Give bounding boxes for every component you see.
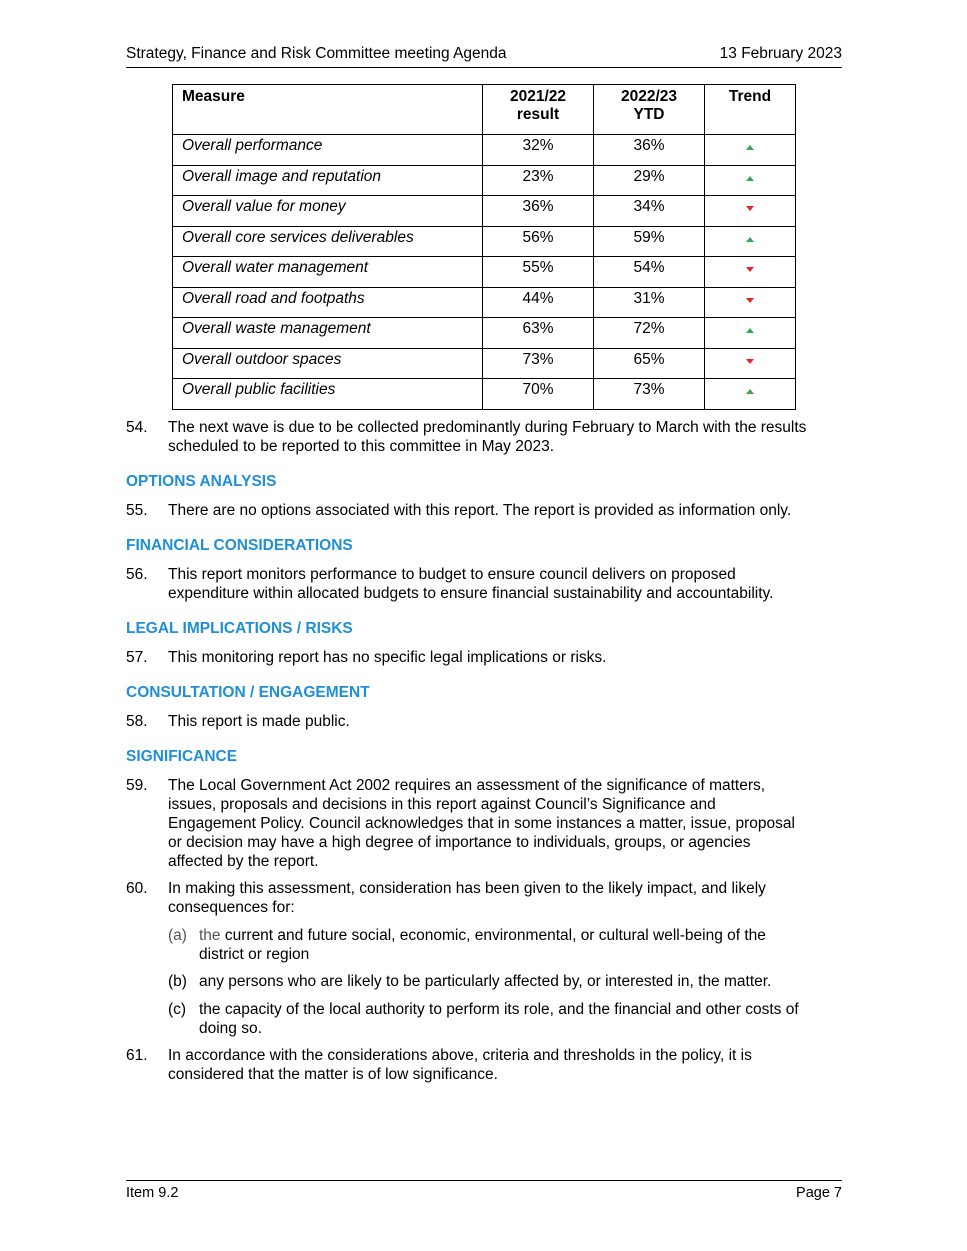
cell-trend xyxy=(705,287,796,318)
text-lead: the xyxy=(199,927,221,944)
cell-measure: Overall image and reputation xyxy=(173,165,483,196)
cell-trend xyxy=(705,348,796,379)
cell-curr-ytd: 73% xyxy=(594,379,705,410)
cell-prev-result: 44% xyxy=(483,287,594,318)
heading-options-analysis: OPTIONS ANALYSIS xyxy=(126,473,277,490)
paragraph-number: 55. xyxy=(126,502,148,519)
cell-prev-result: 36% xyxy=(483,196,594,227)
paragraph-number: 57. xyxy=(126,649,148,666)
cell-curr-ytd: 36% xyxy=(594,135,705,166)
heading-consultation: CONSULTATION / ENGAGEMENT xyxy=(126,684,370,701)
table-row xyxy=(173,318,796,349)
table-row xyxy=(173,165,796,196)
trend-down-icon xyxy=(746,298,754,303)
cell-curr-ytd: 54% xyxy=(594,257,705,288)
cell-prev-result: 55% xyxy=(483,257,594,288)
paragraph-number: 56. xyxy=(126,566,148,583)
paragraph-57 xyxy=(126,648,842,667)
cell-measure: Overall waste management xyxy=(173,318,483,349)
text-line: Engagement Policy. Council acknowledges that in some instances a matter, issue, proposal xyxy=(168,815,795,832)
text-line: In making this assessment, consideration has been given to the likely impact, and likely xyxy=(168,880,766,897)
text-line: This report monitors performance to budget to ensure council delivers on proposed xyxy=(168,566,736,583)
paragraph-60 xyxy=(126,879,842,917)
footer-item: Item 9.2 xyxy=(126,1185,179,1201)
text-line: the capacity of the local authority to perform its role, and the financial and other costs of xyxy=(199,1001,799,1018)
col-header-curr xyxy=(594,85,705,135)
paragraph-54 xyxy=(126,418,842,456)
table-row xyxy=(173,135,796,166)
cell-measure: Overall road and footpaths xyxy=(173,287,483,318)
text-line: issues, proposals and decisions in this report against Council’s Significance and xyxy=(168,796,716,813)
text-line: consequences for: xyxy=(168,899,295,916)
paragraph-number: 60. xyxy=(126,880,148,897)
text-line: doing so. xyxy=(199,1020,262,1037)
cell-trend xyxy=(705,135,796,166)
cell-prev-result: 32% xyxy=(483,135,594,166)
cell-trend xyxy=(705,318,796,349)
text-line: any persons who are likely to be particularly affected by, or interested in, the matter. xyxy=(199,973,772,990)
cell-measure: Overall core services deliverables xyxy=(173,226,483,257)
heading-significance: SIGNIFICANCE xyxy=(126,748,238,765)
subitem-60a xyxy=(168,926,842,964)
paragraph-55 xyxy=(126,501,842,520)
trend-up-icon xyxy=(746,145,754,150)
trend-up-icon xyxy=(746,176,754,181)
text-line: The Local Government Act 2002 requires an assessment of the significance of matters, xyxy=(168,777,766,794)
cell-measure: Overall outdoor spaces xyxy=(173,348,483,379)
paragraph-number: 58. xyxy=(126,713,148,730)
cell-trend xyxy=(705,226,796,257)
measures-table xyxy=(172,84,796,410)
heading-financial-considerations: FINANCIAL CONSIDERATIONS xyxy=(126,537,353,554)
paragraph-58 xyxy=(126,712,842,731)
text-line: scheduled to be reported to this committee in May 2023. xyxy=(168,438,554,455)
col-header-prev-line1: 2021/22 xyxy=(509,88,567,105)
subitem-60b xyxy=(168,972,842,991)
text-line: considered that the matter is of low significance. xyxy=(168,1066,498,1083)
cell-measure: Overall value for money xyxy=(173,196,483,227)
header-title: Strategy, Finance and Risk Committee meeting Agenda xyxy=(126,45,507,62)
subitem-60c xyxy=(168,1000,842,1038)
table-header-row xyxy=(173,85,796,135)
paragraph-number: 54. xyxy=(126,419,148,436)
table-row xyxy=(173,379,796,410)
header-date: 13 February 2023 xyxy=(719,45,842,62)
subitem-label: (c) xyxy=(168,1001,187,1018)
subitem-label: (a) xyxy=(168,927,187,944)
cell-curr-ytd: 59% xyxy=(594,226,705,257)
text-line: or decision may have a high degree of importance to individuals, groups, or agencies xyxy=(168,834,751,851)
table-row xyxy=(173,257,796,288)
trend-down-icon xyxy=(746,267,754,272)
cell-measure: Overall performance xyxy=(173,135,483,166)
cell-prev-result: 70% xyxy=(483,379,594,410)
cell-measure: Overall public facilities xyxy=(173,379,483,410)
cell-prev-result: 56% xyxy=(483,226,594,257)
col-header-curr-line2: YTD xyxy=(633,106,665,123)
table-row xyxy=(173,196,796,227)
col-header-measure: Measure xyxy=(173,85,483,135)
text-line: This report is made public. xyxy=(168,713,350,730)
col-header-prev-line2: result xyxy=(516,106,560,123)
trend-up-icon xyxy=(746,389,754,394)
cell-curr-ytd: 72% xyxy=(594,318,705,349)
text-line: expenditure within allocated budgets to ensure financial sustainability and accountability. xyxy=(168,585,774,602)
heading-legal-implications: LEGAL IMPLICATIONS / RISKS xyxy=(126,620,353,637)
cell-trend xyxy=(705,165,796,196)
table-row xyxy=(173,226,796,257)
cell-prev-result: 63% xyxy=(483,318,594,349)
cell-curr-ytd: 29% xyxy=(594,165,705,196)
cell-trend xyxy=(705,196,796,227)
trend-down-icon xyxy=(746,359,754,364)
page-footer xyxy=(126,1180,842,1201)
table-row xyxy=(173,287,796,318)
page-header xyxy=(126,45,842,68)
paragraph-59 xyxy=(126,776,842,871)
cell-measure: Overall water management xyxy=(173,257,483,288)
cell-curr-ytd: 31% xyxy=(594,287,705,318)
trend-up-icon xyxy=(746,237,754,242)
text-line: current and future social, economic, environmental, or cultural well-being of the xyxy=(220,927,766,944)
paragraph-61 xyxy=(126,1046,842,1084)
table-row xyxy=(173,348,796,379)
text-line: This monitoring report has no specific legal implications or risks. xyxy=(168,649,607,666)
footer-page: Page 7 xyxy=(796,1185,842,1201)
col-header-prev xyxy=(483,85,594,135)
text-line: affected by the report. xyxy=(168,853,319,870)
col-header-curr-line1: 2022/23 xyxy=(620,88,678,105)
paragraph-56 xyxy=(126,565,842,603)
paragraph-number: 61. xyxy=(126,1047,148,1064)
cell-prev-result: 73% xyxy=(483,348,594,379)
cell-prev-result: 23% xyxy=(483,165,594,196)
paragraph-number: 59. xyxy=(126,777,148,794)
cell-trend xyxy=(705,257,796,288)
text-line: There are no options associated with this report. The report is provided as information only. xyxy=(168,502,792,519)
cell-trend xyxy=(705,379,796,410)
trend-up-icon xyxy=(746,328,754,333)
text-line: district or region xyxy=(199,946,310,963)
cell-curr-ytd: 65% xyxy=(594,348,705,379)
col-header-trend: Trend xyxy=(705,85,796,135)
text-line: The next wave is due to be collected predominantly during February to March with the results xyxy=(168,419,807,436)
trend-down-icon xyxy=(746,206,754,211)
text-line: In accordance with the considerations above, criteria and thresholds in the policy, it is xyxy=(168,1047,752,1064)
cell-curr-ytd: 34% xyxy=(594,196,705,227)
subitem-label: (b) xyxy=(168,973,187,990)
